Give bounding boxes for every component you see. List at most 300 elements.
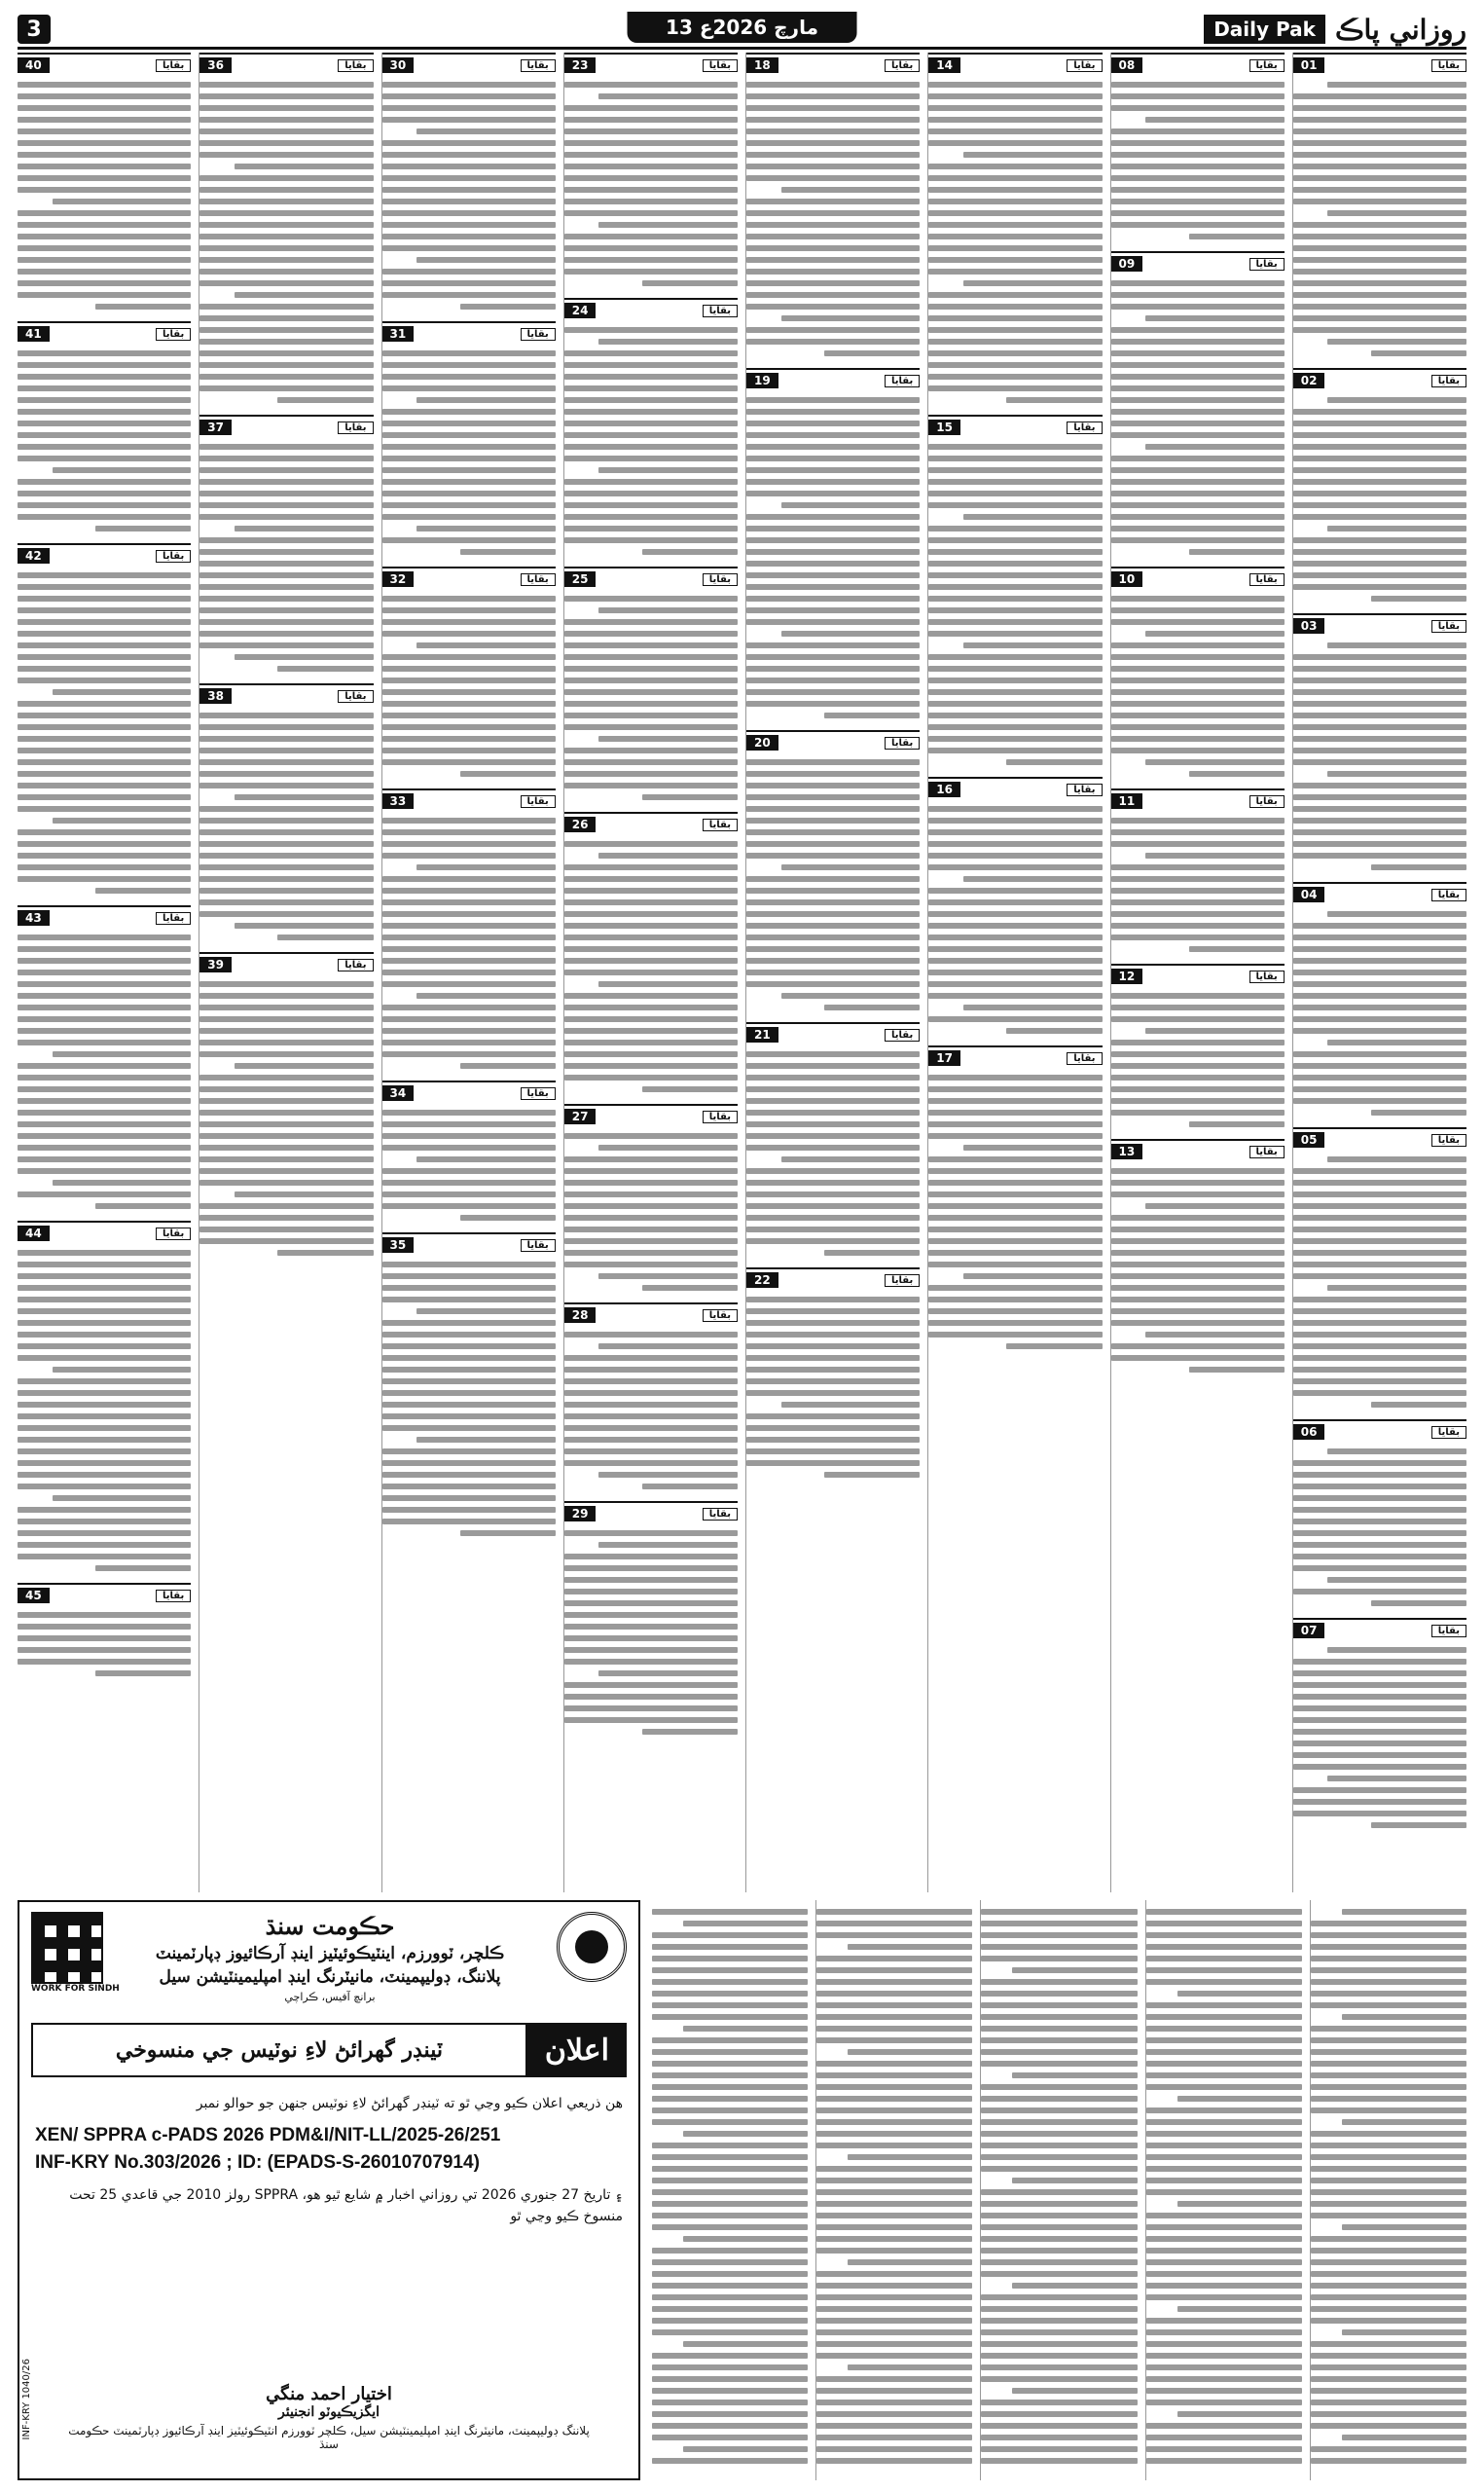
text-line [382,1507,556,1513]
text-line [928,689,1102,695]
text-line [848,2259,972,2265]
text-line [1146,2353,1302,2359]
notice-block [199,53,373,409]
text-line [199,339,373,345]
text-line [382,970,556,975]
text-line [199,222,373,228]
text-line [564,82,738,88]
text-line [1146,2049,1302,2055]
text-line [652,2400,808,2405]
text-line [199,304,373,310]
text-line [235,1063,374,1069]
text-line [816,2400,972,2405]
text-line [1293,1075,1466,1081]
text-line [564,1460,738,1466]
text-line [928,1215,1102,1221]
text-line [1311,2084,1466,2090]
text-line [1311,2376,1466,2382]
text-line [382,502,556,508]
text-line [981,2014,1137,2020]
text-line [18,175,191,181]
notice-header [382,57,556,73]
notice-tag: بقايا [521,328,556,341]
text-line [95,1203,191,1209]
text-line [928,1320,1102,1326]
text-line [746,596,920,602]
text-line [1111,280,1285,286]
text-line [564,479,738,485]
text-line [1177,2306,1302,2312]
text-line [564,444,738,450]
text-line [199,1086,373,1092]
notice-text-lines [18,564,191,894]
notice-header [928,1050,1102,1066]
text-line [1145,315,1285,321]
text-line [1293,1694,1466,1700]
ad-announcement-label: اعلان [527,2023,627,2077]
text-line [746,82,920,88]
ad-banner [31,2023,627,2077]
text-line [746,257,920,263]
tender-cancellation-ad [18,1900,640,2480]
text-line [981,2423,1137,2429]
text-line [18,1378,191,1384]
notice-tag: بقايا [156,59,191,72]
text-line [564,1332,738,1338]
text-line [18,1156,191,1162]
text-line [1293,584,1466,590]
text-line [1146,2329,1302,2335]
notice-block [746,368,920,724]
text-line [416,642,556,648]
text-line [1293,1752,1466,1758]
text-line [1111,1098,1285,1104]
text-line [382,1343,556,1349]
notice-header [1293,57,1466,73]
text-line [1293,1741,1466,1746]
text-line [1371,1822,1466,1828]
notice-block [1111,251,1285,561]
text-line [1189,946,1285,952]
text-line [746,689,920,695]
text-line [382,1203,556,1209]
text-line [1311,2306,1466,2312]
text-line [746,561,920,567]
text-line [746,1425,920,1431]
text-line [564,374,738,380]
text-line [564,269,738,275]
text-line [564,946,738,952]
text-line [1146,2002,1302,2008]
text-line [18,374,191,380]
text-line [1293,748,1466,753]
text-line [746,175,920,181]
text-line [199,1075,373,1081]
text-line [928,350,1102,356]
text-line [382,175,556,181]
text-line [1111,82,1285,88]
notice-tag: بقايا [521,1087,556,1100]
text-line [1293,981,1466,987]
text-line [199,374,373,380]
text-line [981,1921,1137,1926]
notice-column [18,53,191,1892]
text-line [652,2014,808,2020]
text-line [1342,1909,1466,1915]
notice-column [927,53,1102,1892]
text-line [382,117,556,123]
text-line [199,175,373,181]
text-line [564,245,738,251]
text-line [981,2435,1137,2440]
text-line [564,421,738,426]
text-line [1342,2329,1466,2335]
text-line [1293,1273,1466,1279]
text-line [1146,2084,1302,2090]
notice-tag: بقايا [1067,421,1102,434]
text-line [816,2143,972,2148]
text-line [652,2283,808,2289]
text-line [199,105,373,111]
notice-number: 08 [1111,57,1143,73]
text-line [199,1121,373,1127]
text-line [1311,2143,1466,2148]
text-line [816,2166,972,2172]
text-line [746,1227,920,1232]
text-line [746,409,920,415]
text-line [1111,1005,1285,1010]
text-line [564,1635,738,1641]
text-line [1189,1121,1285,1127]
text-line [928,736,1102,742]
notice-block [928,53,1102,409]
text-line [416,397,556,403]
text-line [1371,596,1466,602]
text-line [928,584,1102,590]
text-line [416,128,556,134]
text-line [1327,642,1466,648]
text-line [1146,1932,1302,1938]
text-line [928,1308,1102,1314]
notice-tag: بقايا [703,1309,738,1322]
notice-number: 16 [928,782,960,797]
text-line [18,397,191,403]
text-line [1111,397,1285,403]
text-line [1111,876,1285,882]
text-line [199,888,373,894]
text-line [652,2423,808,2429]
text-line [928,526,1102,531]
text-line [1293,946,1466,952]
notice-text-lines [199,435,373,672]
notice-number: 44 [18,1226,50,1241]
text-line [928,934,1102,940]
text-line [382,1005,556,1010]
notice-header [382,1237,556,1253]
text-line [1146,2236,1302,2242]
text-line [382,444,556,450]
notice-header [199,957,373,972]
text-line [652,2084,808,2090]
text-line [199,82,373,88]
text-line [746,829,920,835]
text-line [746,911,920,917]
text-line [1293,678,1466,683]
text-line [963,514,1103,520]
text-line [1371,1402,1466,1408]
text-line [1311,2423,1466,2429]
text-line [652,2411,808,2417]
text-line [652,1909,808,1915]
text-line [746,432,920,438]
text-line [746,1203,920,1209]
text-line [746,1238,920,1244]
text-line [1293,1308,1466,1314]
text-line [564,1262,738,1267]
text-line [564,152,738,158]
notice-tag: بقايا [338,421,373,434]
text-line [1293,1554,1466,1559]
text-line [199,607,373,613]
text-line [53,199,192,204]
text-line [1111,1191,1285,1197]
text-line [928,1133,1102,1139]
text-line [928,467,1102,473]
text-line [598,1273,738,1279]
text-line [1293,1705,1466,1711]
text-line [18,1320,191,1326]
text-line [746,526,920,531]
notice-tag: بقايا [1431,1426,1466,1439]
notice-header [1111,256,1285,272]
text-line [928,1121,1102,1127]
notice-header [18,548,191,564]
text-line [1145,117,1285,123]
text-line [1111,888,1285,894]
text-line [1146,2026,1302,2032]
text-line [382,140,556,146]
notice-tag: بقايا [885,375,920,387]
notice-tag: بقايا [703,1508,738,1521]
text-line [382,596,556,602]
text-line [1111,374,1285,380]
text-line [1293,292,1466,298]
notice-header [746,735,920,751]
notice-text-lines [18,926,191,1209]
text-line [1111,1320,1285,1326]
text-line [564,1040,738,1045]
text-line [382,911,556,917]
ad-sign-office: پلاننگ ڊوليپمينٽ، مانيٽرنگ اينڊ امپليمينٽيشن سيل، ڪلچر ٽوورزم انٽيڪوئيٽيز اينڊ آرڪائيوز ڊپارٽمينٽ حڪومت سنڌ [68,2424,590,2451]
text-line [199,1110,373,1116]
ad-government: حڪومت سنڌ [265,1912,395,1940]
text-line [1293,549,1466,555]
text-line [18,385,191,391]
notice-block [382,1081,556,1227]
text-line [816,2341,972,2347]
text-line [1111,666,1285,672]
text-line [1111,689,1285,695]
text-line [652,2224,808,2230]
text-line [928,502,1102,508]
text-line [199,818,373,824]
text-line [652,2201,808,2207]
text-line [53,1180,192,1186]
text-line [564,117,738,123]
text-line [18,1484,191,1489]
text-line [928,701,1102,707]
text-line [928,1016,1102,1022]
text-line [1311,2037,1466,2043]
notice-header [199,688,373,704]
text-line [382,1168,556,1174]
notice-block [1111,53,1285,245]
text-line [1293,724,1466,730]
notice-text-lines [1111,272,1285,555]
text-line [1311,1991,1466,1997]
text-line [963,1145,1103,1151]
notice-header [18,1588,191,1603]
text-line [1146,2131,1302,2137]
text-line [1311,2341,1466,2347]
text-line [746,234,920,239]
text-line [746,853,920,859]
text-line [18,105,191,111]
text-line [18,654,191,660]
text-line [1327,210,1466,216]
notice-tag: بقايا [1067,1052,1102,1065]
text-line [824,1472,920,1478]
continuation-column [980,1900,1137,2480]
text-line [277,934,373,940]
text-line [1293,1355,1466,1361]
text-line [746,888,920,894]
text-line [382,269,556,275]
text-line [816,2271,972,2277]
text-line [848,2154,972,2160]
text-line [382,1402,556,1408]
text-line [928,1075,1102,1081]
text-line [1293,327,1466,333]
text-line [1311,2271,1466,2277]
text-line [564,1063,738,1069]
text-line [928,993,1102,999]
text-line [18,1472,191,1478]
text-line [382,164,556,169]
text-line [1189,1367,1285,1373]
text-line [1327,1647,1466,1653]
text-line [1293,1086,1466,1092]
text-line [824,1250,920,1256]
text-line [199,315,373,321]
text-line [928,128,1102,134]
text-line [652,2329,808,2335]
text-line [382,1378,556,1384]
text-line [1293,829,1466,835]
text-line [18,748,191,753]
text-line [1111,1063,1285,1069]
ad-subject: ٽينڊر گهرائڻ لاءِ نوٽيس جي منسوخي [31,2023,527,2077]
notice-number: 41 [18,326,50,342]
text-line [18,981,191,987]
text-line [1111,362,1285,368]
text-line [199,642,373,648]
text-line [1327,1285,1466,1291]
text-line [382,350,556,356]
text-line [1293,234,1466,239]
text-line [746,1308,920,1314]
notice-block [564,1302,738,1495]
text-line [564,1600,738,1606]
notice-header [382,793,556,809]
notice-header [18,326,191,342]
text-line [564,397,738,403]
notice-tag: بقايا [1431,620,1466,633]
text-line [382,841,556,847]
text-line [1311,2446,1466,2452]
text-line [928,666,1102,672]
notice-block [564,812,738,1098]
text-line [1293,409,1466,415]
text-line [18,1005,191,1010]
text-line [1146,2061,1302,2067]
text-line [1293,1343,1466,1349]
notice-text-lines [18,73,191,310]
text-line [816,2283,972,2289]
text-line [18,1086,191,1092]
notice-number: 10 [1111,571,1143,587]
text-line [1371,864,1466,870]
text-line [1111,1075,1285,1081]
text-line [199,514,373,520]
text-line [199,864,373,870]
text-line [1293,537,1466,543]
text-line [1311,2049,1466,2055]
text-line [1293,175,1466,181]
notice-tag: بقايا [156,1590,191,1602]
text-line [1293,1472,1466,1478]
text-line [382,362,556,368]
text-line [382,631,556,637]
notice-header [564,1307,738,1323]
text-line [816,2411,972,2417]
text-line [18,864,191,870]
text-line [460,304,556,310]
text-line [18,362,191,368]
text-line [199,199,373,204]
text-line [382,1051,556,1057]
text-line [564,350,738,356]
text-line [564,642,738,648]
notice-number: 01 [1293,57,1325,73]
text-line [652,2166,808,2172]
text-line [382,93,556,99]
text-line [382,292,556,298]
notice-block [199,415,373,678]
notice-text-lines [382,73,556,310]
text-line [18,140,191,146]
text-line [199,981,373,987]
text-line [1311,1967,1466,1973]
text-line [746,1297,920,1302]
text-line [1293,572,1466,578]
text-line [746,1215,920,1221]
notice-block [928,777,1102,1040]
notice-header [382,1085,556,1101]
notice-tag: بقايا [1249,573,1285,586]
text-line [564,1215,738,1221]
text-line [816,2423,972,2429]
